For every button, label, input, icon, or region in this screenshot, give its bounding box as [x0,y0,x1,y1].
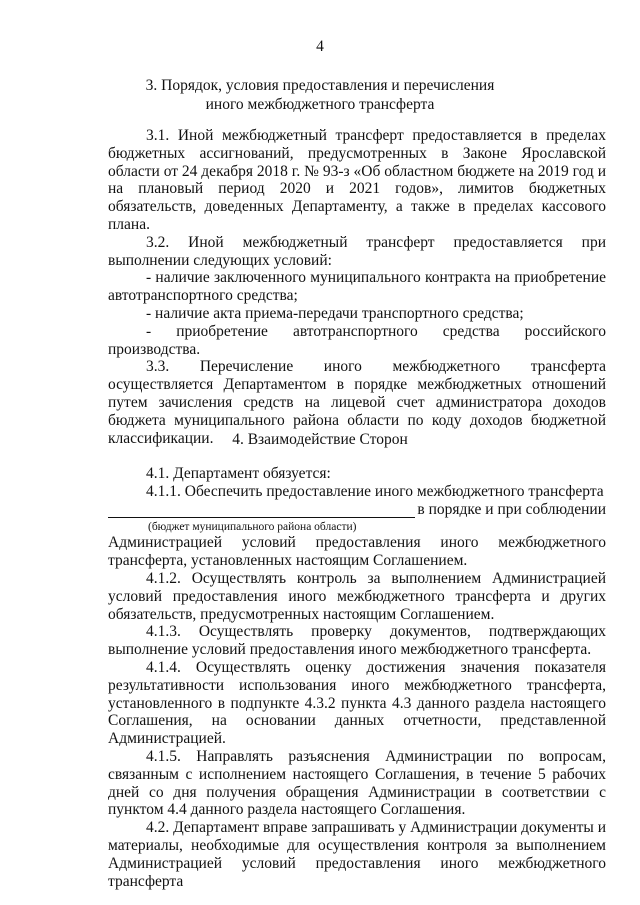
paragraph-4-1-2: 4.1.2. Осуществлять контроль за выполнением Администрацией условий предоставления иного межбюджетного трансферта и других обязательств, предусмотренных настоящим Соглашением. [108,569,606,623]
section-3-heading-line1: 3. Порядок, условия предоставления и перечисления [145,77,495,94]
budget-blank [108,503,415,518]
paragraph-4-1-3: 4.1.3. Осуществлять проверку документов, подтверждающих выполнение условий предоставления иного межбюджетного трансферта. [108,623,606,659]
paragraph-4-1: 4.1. Департамент обязуется: [146,465,331,482]
section-4-body [108,465,606,890]
condition-item-2: - наличие акта приема-передачи транспортного средства; [146,304,524,322]
paragraph-4-1-4: 4.1.4. Осуществлять оценку достижения значения показателя результативности использования иного межбюджетного трансферта, установленного в подпункте 4.3.2 пункта 4.3 данного раздела настоящего Соглашения, на основании данных отчетности, представленной Администрацией. [108,658,606,748]
paragraph-4-1-1: 4.1.1. Обеспечить предоставление иного межбюджетного трансферта [146,482,604,500]
budget-fill-line [108,501,606,519]
section-3-body [108,127,606,447]
section-4-heading: 4. Взаимодействие Сторон [232,431,408,448]
paragraph-4-1-5: 4.1.5. Направлять разъяснения Администрации по вопросам, связанным с исполнением настоящего Соглашения, в течение 5 рабочих дней со дня получения обращения Администрации в соответствии с пунктом 4.4 данного раздела настоящего Соглашения. [108,747,606,819]
paragraph-3-1: 3.1. Иной межбюджетный трансферт предоставляется в пределах бюджетных ассигнований, предусмотренных в Законе Ярославской области от 24 декабря 2018 г. № 93-з «Об областном бюджете на 2019 год и на плановый период 2020 и 2021 годов», лимитов бюджетных обязательств, доведенных Департаменту, а также в пределах кассового плана. [108,127,606,233]
paragraph-4-1-1-cont: Администрацией условий предоставления иного межбюджетного трансферта, установленных настоящим Соглашением. [108,534,606,570]
condition-item-3: - приобретение автотранспортного средства российского производства. [108,322,606,358]
section-3-heading [80,76,560,114]
condition-item-1: - наличие заключенного муниципального контракта на приобретение автотранспортного средства; [108,269,606,305]
paragraph-3-2: 3.2. Иной межбюджетный трансферт предоставляется при выполнении следующих условий: [108,233,606,269]
budget-caption: (бюджет муниципального района области) [148,521,357,534]
page-number: 4 [316,38,324,55]
section-3-heading-line2: иного межбюджетного трансферта [205,96,435,113]
budget-fill-tail: в порядке и при соблюдении [417,500,606,518]
paragraph-3-3: 3.3. Перечисление иного межбюджетного трансферта осуществляется Департаментом в порядке межбюджетных отношений путем зачисления средств на лицевой счет администратора доходов бюджета муниципального района области по коду доходов бюджетной классификации. [108,358,606,447]
paragraph-4-2: 4.2. Департамент вправе запрашивать у Администрации документы и материалы, необходимые для осуществления контроля за выполнением Администрацией условий предоставления иного межбюджетного трансферта [108,819,606,890]
